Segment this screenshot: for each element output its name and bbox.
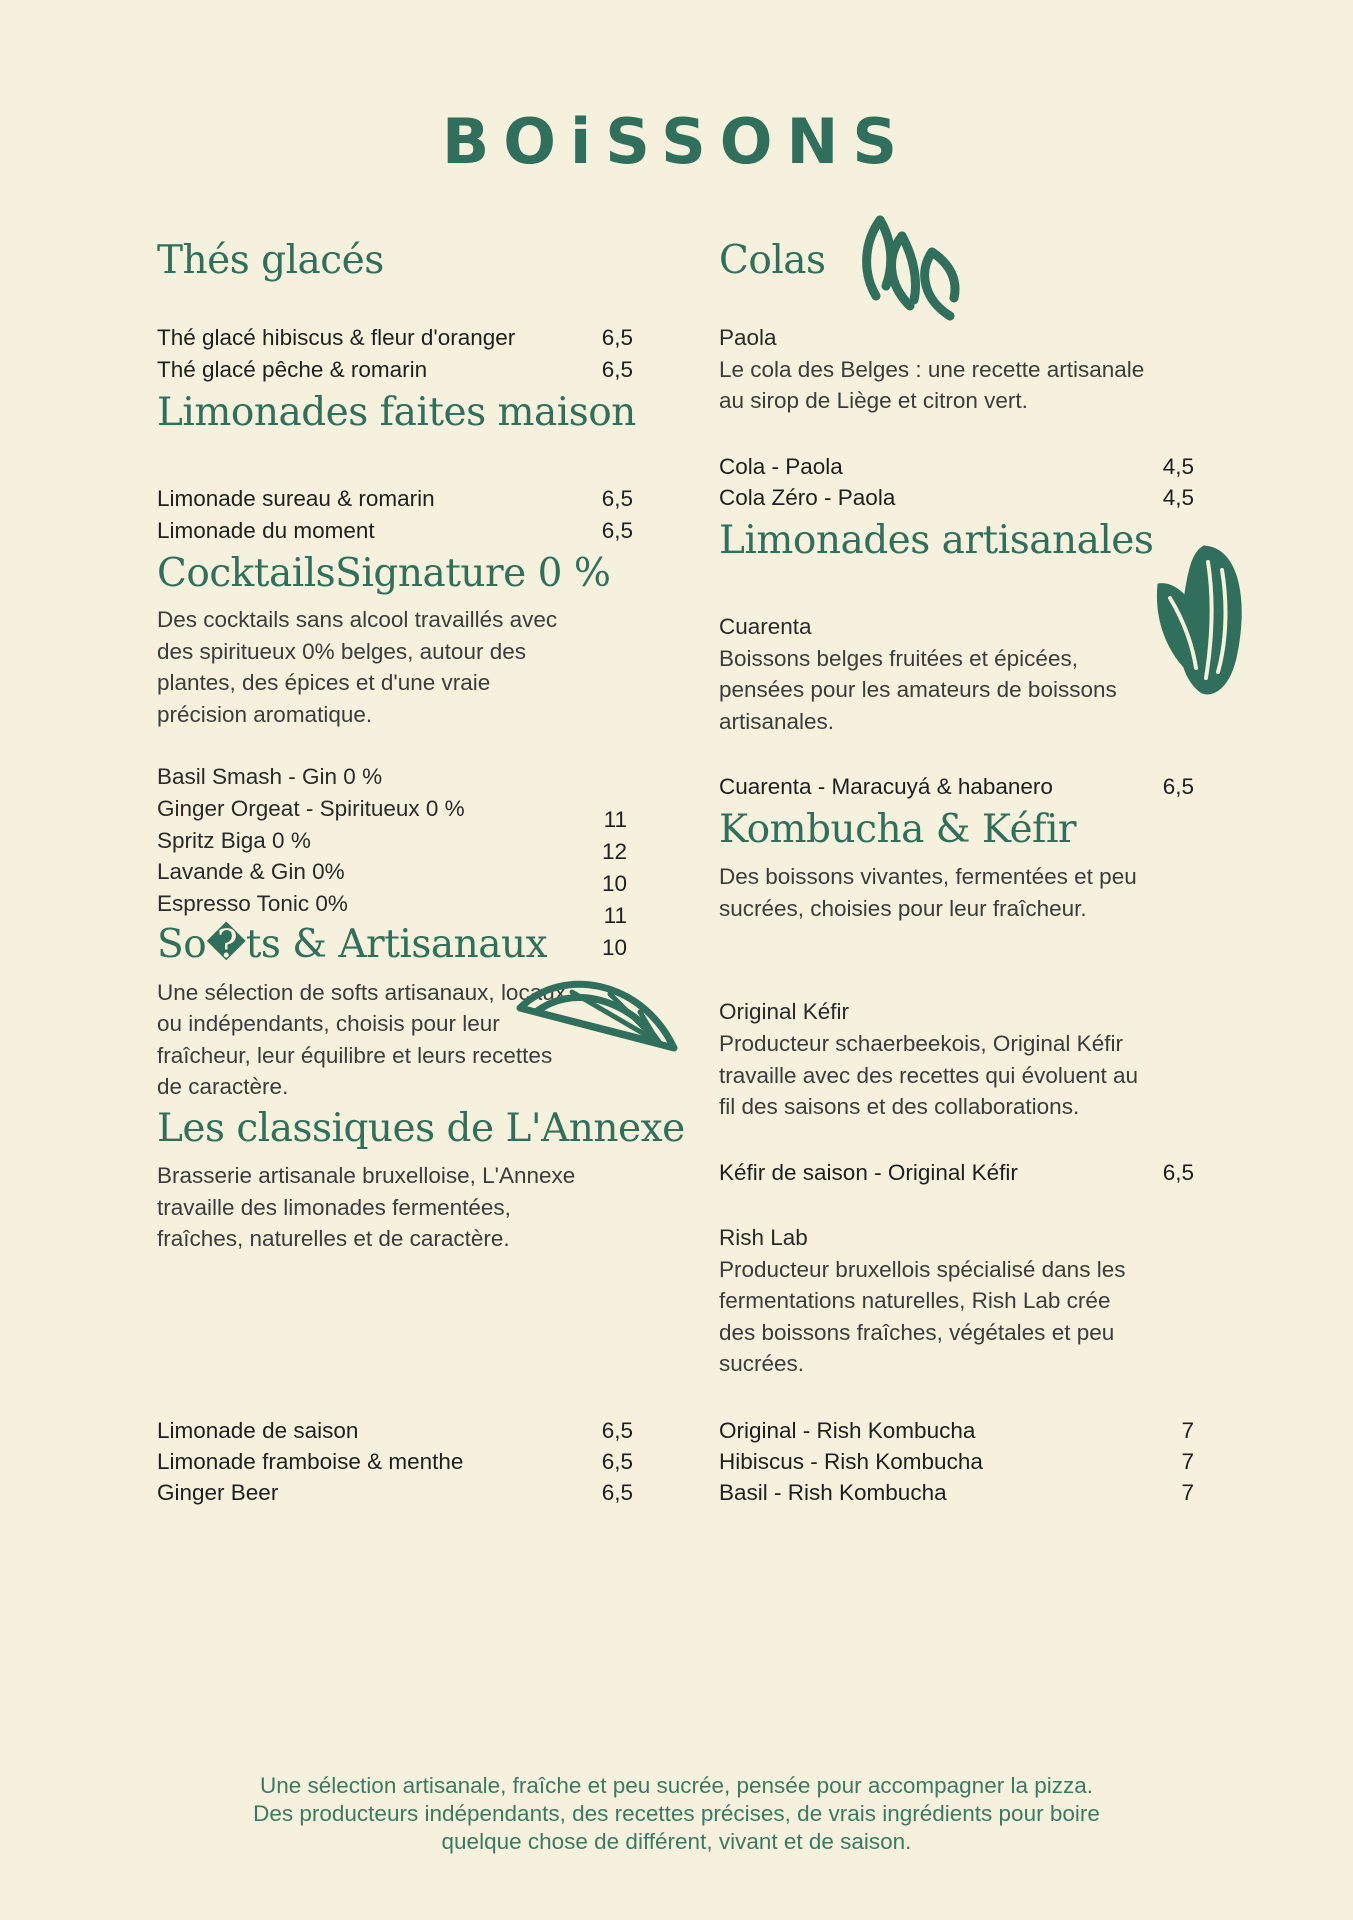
menu-item: [157, 483, 633, 515]
page-title: BOiSSONS: [442, 105, 911, 178]
section-heading-cocktails: CocktailsSignature 0 %: [157, 551, 611, 596]
section-description: fraîcheur, leur équilibre et leurs recettes: [157, 1043, 553, 1068]
item-price: 10: [601, 935, 627, 960]
menu-item: [157, 354, 633, 386]
menu-item-name: Spritz Biga 0 %: [157, 828, 311, 853]
footer-line: Une sélection artisanale, fraîche et peu sucrée, pensée pour accompagner la pizza.: [260, 1773, 1093, 1798]
item-price: 7: [1181, 1480, 1194, 1505]
section-description: travaille des limonades fermentées,: [157, 1195, 511, 1220]
menu-item: [157, 322, 633, 354]
item-price: 12: [601, 839, 627, 864]
menu-item: [157, 1477, 633, 1509]
item-price: 4,5: [1162, 485, 1194, 510]
item-price: 6,5: [601, 1418, 633, 1443]
item-name: Limonade sureau & romarin: [157, 486, 435, 511]
item-price: 6,5: [1162, 1160, 1194, 1185]
item-price: 6,5: [601, 486, 633, 511]
section-heading-limonades-maison: Limonades faites maison: [157, 390, 636, 435]
wheat-doodle-icon: [858, 212, 966, 324]
section-description: Producteur bruxellois spécialisé dans les: [719, 1257, 1126, 1282]
section-description: Boissons belges fruitées et épicées,: [719, 646, 1078, 671]
menu-item: [719, 771, 1194, 803]
item-price: 7: [1181, 1418, 1194, 1443]
section-description: plantes, des épices et d'une vraie: [157, 670, 491, 695]
cocktail-prices: [597, 804, 627, 964]
section-description: fil des saisons et des collaborations.: [719, 1094, 1080, 1119]
item-name: Thé glacé hibiscus & fleur d'oranger: [157, 325, 516, 350]
menu-item-name: Lavande & Gin 0%: [157, 859, 345, 884]
section-description: des spiritueux 0% belges, autour des: [157, 639, 526, 664]
footer-line: quelque chose de différent, vivant et de saison.: [441, 1829, 912, 1854]
menu-item: [157, 515, 633, 547]
item-price: 10: [601, 871, 627, 896]
item-price: 6,5: [1162, 774, 1194, 799]
item-price: 6,5: [601, 1449, 633, 1474]
section-description: sucrées.: [719, 1351, 805, 1376]
menu-item: [719, 1415, 1194, 1447]
menu-item: [157, 1415, 633, 1447]
item-price: 7: [1181, 1449, 1194, 1474]
item-name: Cola - Paola: [719, 454, 843, 479]
section-description: Producteur schaerbeekois, Original Kéfir: [719, 1031, 1123, 1056]
producer-name: Original Kéfir: [719, 999, 850, 1024]
section-description: ou indépendants, choisis pour leur: [157, 1011, 500, 1036]
item-name: Original - Rish Kombucha: [719, 1418, 976, 1443]
menu-item: [719, 482, 1194, 514]
section-heading-limonades-artisanales: Limonades artisanales: [719, 518, 1154, 563]
item-price: 4,5: [1162, 454, 1194, 479]
section-description: des boissons fraîches, végétales et peu: [719, 1320, 1115, 1345]
menu-item-name: Espresso Tonic 0%: [157, 891, 348, 916]
item-price: 6,5: [601, 357, 633, 382]
menu-item-name: Basil Smash - Gin 0 %: [157, 764, 383, 789]
footer-tagline: [0, 1772, 1353, 1856]
item-price: 11: [603, 903, 627, 928]
producer-name: Paola: [719, 325, 777, 350]
lemon-slice-doodle-icon: [512, 970, 682, 1060]
section-description: Brasserie artisanale bruxelloise, L'Annexe: [157, 1163, 576, 1188]
item-name: Limonade de saison: [157, 1418, 359, 1443]
item-price: 6,5: [601, 518, 633, 543]
section-description: travaille avec des recettes qui évoluent au: [719, 1063, 1138, 1088]
section-description: fraîches, naturelles et de caractère.: [157, 1226, 510, 1251]
item-name: Cola Zéro - Paola: [719, 485, 896, 510]
section-description: Des boissons vivantes, fermentées et peu: [719, 864, 1137, 889]
menu-item: [157, 1446, 633, 1478]
section-description: Une sélection de softs artisanaux, locaux: [157, 980, 566, 1005]
section-description: Le cola des Belges : une recette artisanale: [719, 357, 1145, 382]
section-heading-classiques: Les classiques de L'Annexe: [157, 1106, 685, 1151]
item-price: 6,5: [601, 1480, 633, 1505]
section-description: Des cocktails sans alcool travaillés avec: [157, 607, 558, 632]
menu-item-name: Ginger Orgeat - Spiritueux 0 %: [157, 796, 465, 821]
footer-line: Des producteurs indépendants, des recettes précises, de vrais ingrédients pour boire: [253, 1801, 1100, 1826]
menu-item: [719, 1446, 1194, 1478]
section-heading-thes: Thés glacés: [157, 238, 384, 283]
item-name: Limonade du moment: [157, 518, 375, 543]
section-heading-softs: So�ts & Artisanaux: [157, 922, 548, 967]
section-description: pensées pour les amateurs de boissons: [719, 677, 1117, 702]
menu-item: [719, 1157, 1194, 1189]
item-name: Thé glacé pêche & romarin: [157, 357, 428, 382]
section-description: au sirop de Liège et citron vert.: [719, 388, 1028, 413]
item-name: Kéfir de saison - Original Kéfir: [719, 1160, 1018, 1185]
item-name: Basil - Rish Kombucha: [719, 1480, 947, 1505]
item-name: Hibiscus - Rish Kombucha: [719, 1449, 983, 1474]
item-name: Limonade framboise & menthe: [157, 1449, 464, 1474]
item-name: Cuarenta - Maracuyá & habanero: [719, 774, 1053, 799]
menu-item: [719, 1477, 1194, 1509]
section-description: de caractère.: [157, 1074, 289, 1099]
leaf-doodle-icon: [1148, 540, 1248, 702]
section-heading-colas: Colas: [719, 238, 826, 283]
item-name: Ginger Beer: [157, 1480, 279, 1505]
producer-name: Cuarenta: [719, 614, 812, 639]
section-description: précision aromatique.: [157, 702, 373, 727]
section-description: sucrées, choisies pour leur fraîcheur.: [719, 896, 1087, 921]
section-heading-kombucha: Kombucha & Kéfir: [719, 807, 1077, 852]
producer-name: Rish Lab: [719, 1225, 808, 1250]
item-price: 6,5: [601, 325, 633, 350]
item-price: 11: [603, 807, 627, 832]
section-description: fermentations naturelles, Rish Lab crée: [719, 1288, 1111, 1313]
menu-item: [719, 451, 1194, 483]
section-description: artisanales.: [719, 709, 835, 734]
